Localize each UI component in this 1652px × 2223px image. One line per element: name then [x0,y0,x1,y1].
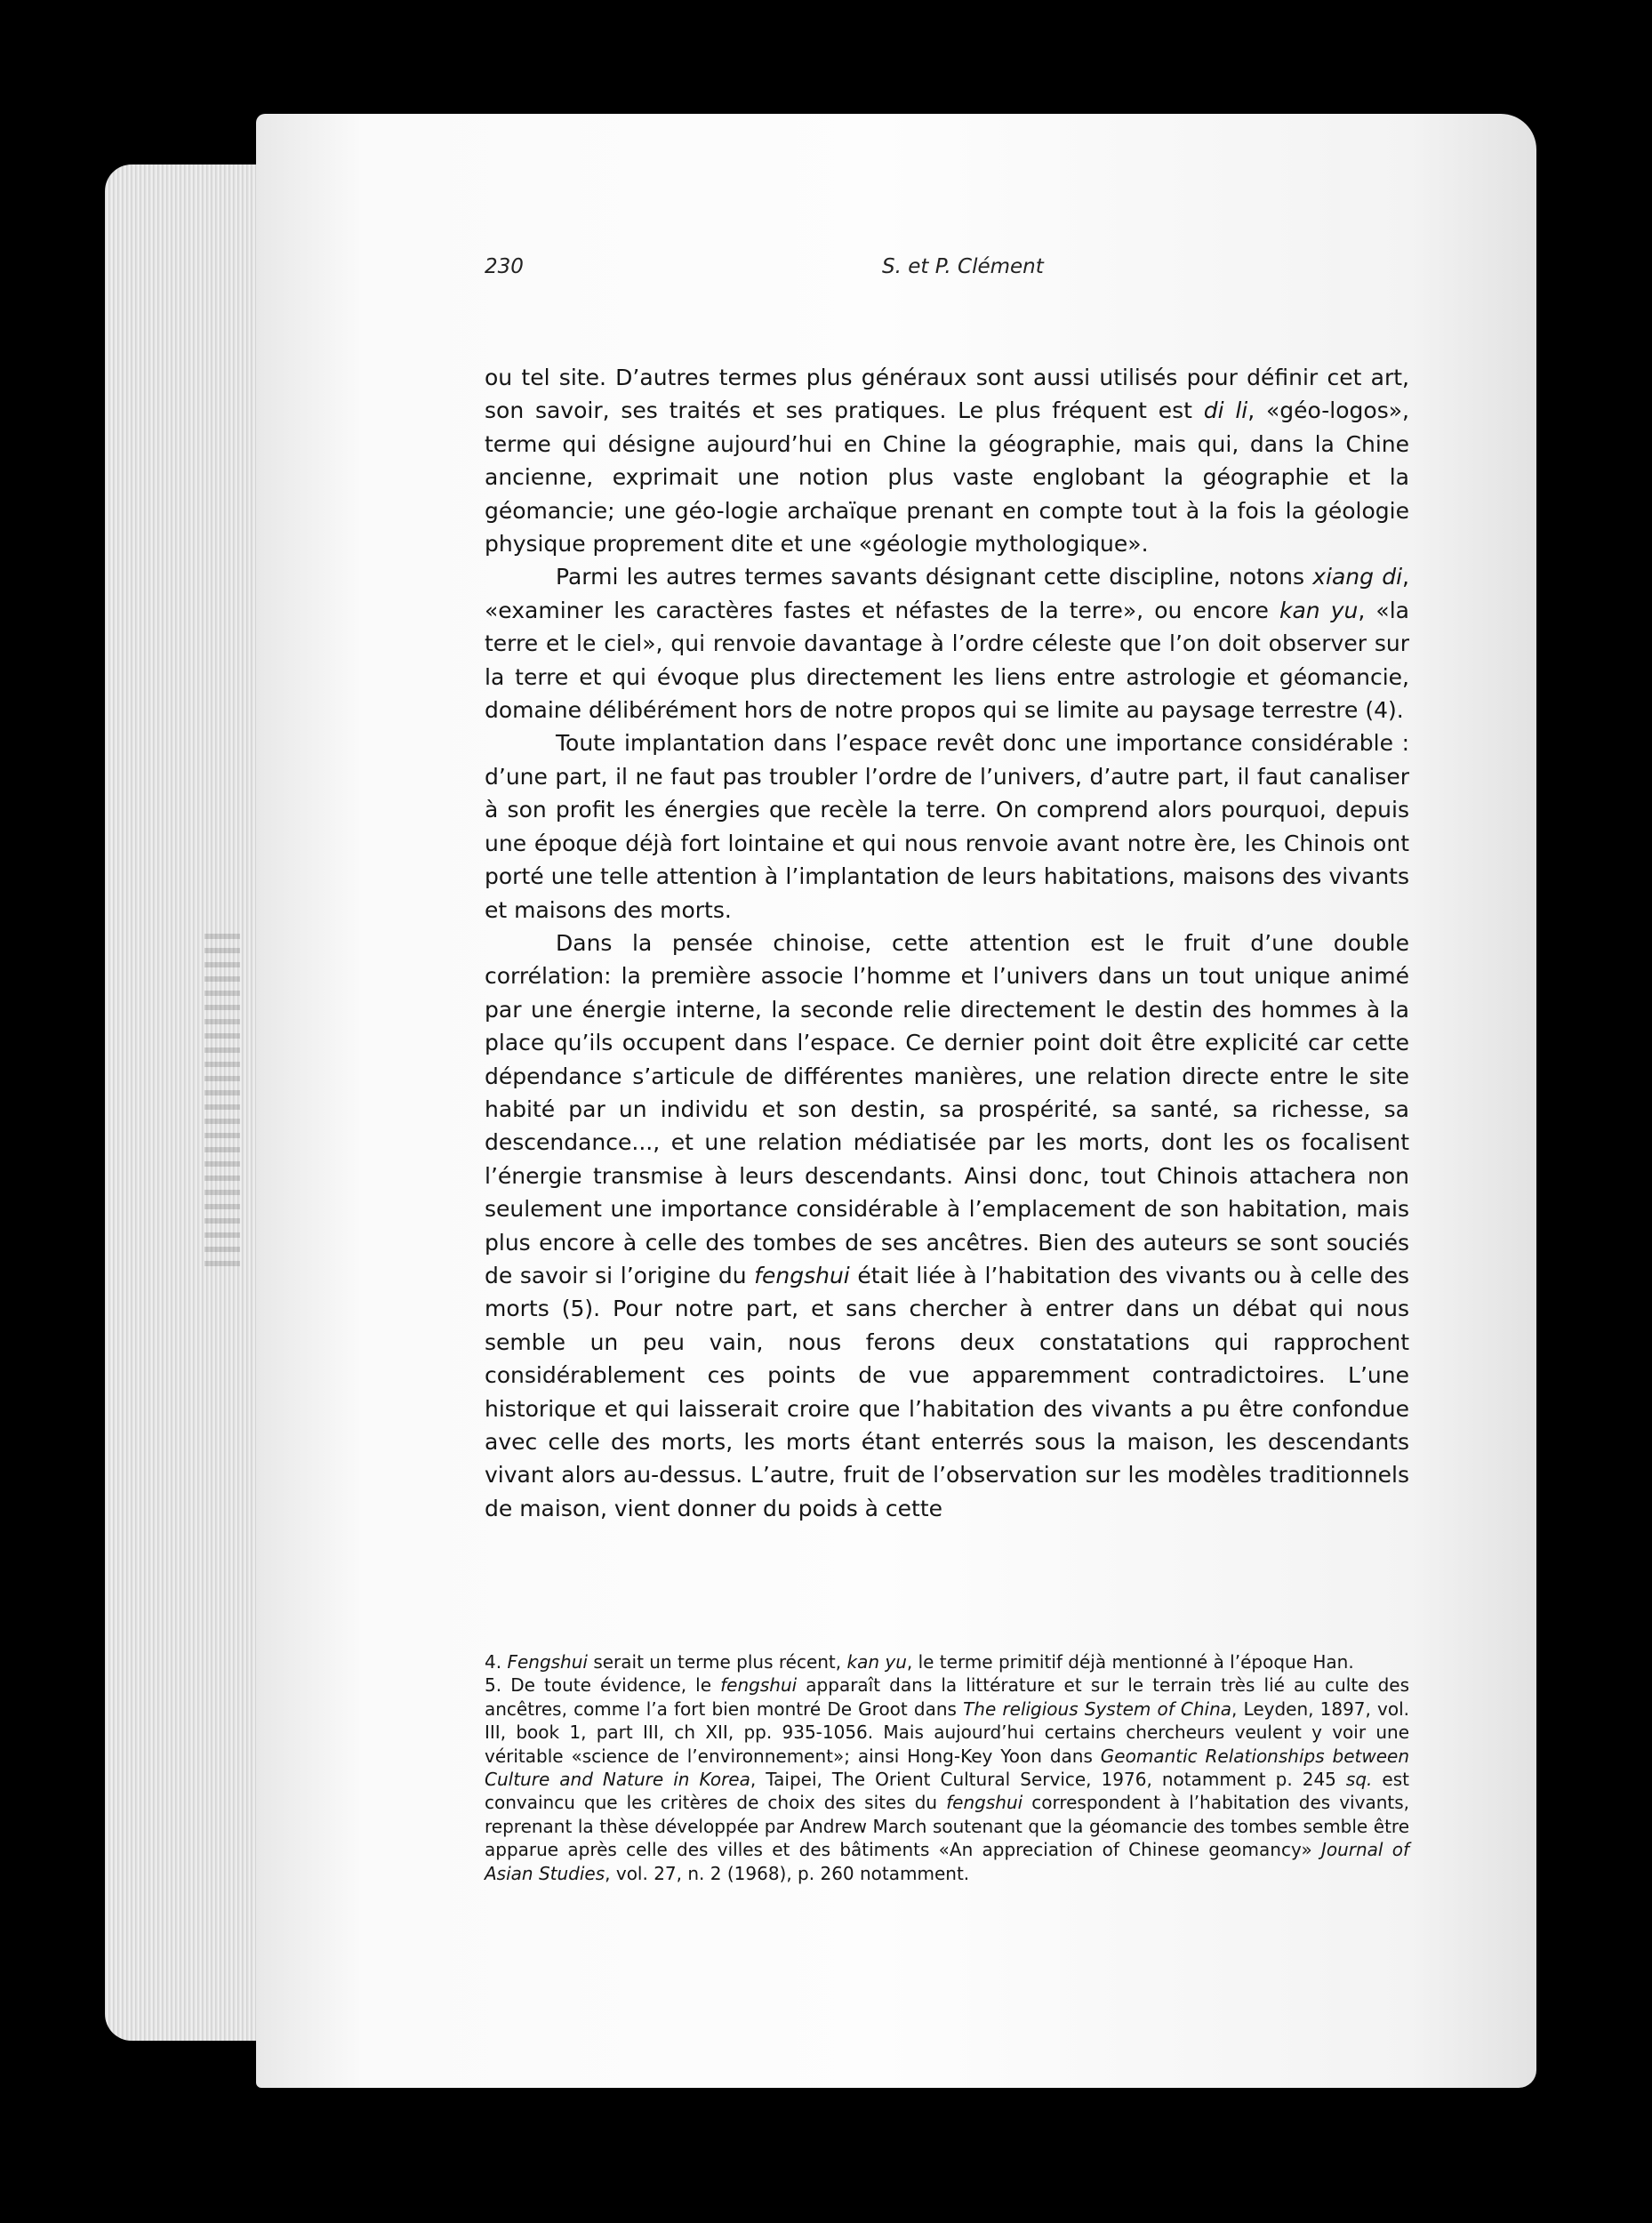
text-run: correspondent à l’habitation des vivants, reprenant la thèse développée par Andrew March soutenant que la géomancie des tombes semble être apparue après celle des villes et des bâtiments «An appreciation of Chinese geomancy» [485,1792,1409,1861]
text-run: 5. De toute évidence, le [485,1674,721,1697]
running-header [485,255,1409,287]
text-run: , le terme primitif déjà mentionné à l’époque Han. [906,1651,1354,1673]
text-run: 4. [485,1651,508,1673]
text-run: Dans la pensée chinoise, cette attention est le fruit d’une double corrélation: la première associe l’homme et l’univers dans un tout unique animé par une énergie interne, la seconde relie directement le destin des hommes à la place qu’ils occupent dans l’espace. Ce dernier point doit être explicité car cette dépendance s’articule de différentes manières, une relation directe entre le site habité par un individu et son destin, sa prospérité, sa santé, sa richesse, sa descendance..., et une relation médiatisée par les morts, dont les os focalisent l’énergie transmise à leurs descendants. Ainsi donc, tout Chinois attachera non seulement une importance considérable à l’emplacement de son habitation, mais plus encore à celle des tombes de ses ancêtres. Bien des auteurs se sont souciés de savoir si l’origine du [485,929,1409,1288]
footnotes [485,1650,1409,1885]
text-run: Parmi les autres termes savants désignant cette discipline, notons [556,564,1313,590]
text-run-italic: Geomantic Relationships between Culture and Nature in Korea [485,1745,1410,1791]
text-run-italic: Journal of Asian Studies [485,1839,1410,1884]
paragraph-4 [485,927,1409,1525]
text-run: , vol. 27, n. 2 (1968), p. 260 notamment. [605,1862,970,1884]
page-number: 230 [485,255,524,278]
text-run: , Leyden, 1897, vol. III, book 1, part III, ch XII, pp. 935-1056. Mais aujourd’hui certains chercheurs veulent y voir une véritable «science de l’environnement»; ainsi Hong-Key Yoon dans [485,1697,1409,1767]
text-run-italic: di li [1203,397,1248,424]
text-run-italic: kan yu [846,1651,907,1673]
footnote-5 [485,1673,1409,1885]
paragraph-1 [485,361,1409,560]
text-run-italic: Fengshui [507,1651,588,1673]
text-run-italic: fengshui [946,1792,1023,1814]
body-text [485,361,1409,1525]
text-run: était liée à l’habitation des vivants ou à celle des morts (5). Pour notre part, et sans chercher à entrer dans un débat qui nous semble un peu vain, nous ferons deux constatations qui rapprochent considérablement ces points de vue apparemment contradictoires. L’une historique et qui laisserait croire que l’habitation des vivants a pu être confondue avec celle des morts, les morts étant enterrés sous la maison, les descendants vivant alors au-dessus. L’autre, fruit de l’observation sur les modèles traditionnels de maison, vient donner du poids à cette [485,1262,1410,1521]
text-run: serait un terme plus récent, [587,1651,847,1673]
text-run: est convaincu que les critères de choix des sites du [485,1769,1409,1814]
text-run-italic: The religious System of China [963,1697,1232,1720]
text-run: apparaît dans la littérature et sur le terrain très lié au culte des ancêtres, comme l’a fort bien montré De Groot dans [485,1674,1409,1720]
text-run-italic: fengshui [720,1674,798,1697]
text-run: , Taipei, The Orient Cultural Service, 1976, notamment p. 245 [750,1769,1346,1791]
text-run: , «géo-logos», terme qui désigne aujourd’hui en Chine la géographie, mais qui, dans la Chine ancienne, exprimait une notion plus vaste englobant la géographie et la géomancie; une géo-logie archaïque prenant en compte tout à la fois la géologie physique proprement dite et une «géologie mythologique». [485,397,1409,558]
paragraph-2 [485,560,1409,726]
text-run-italic: sq. [1345,1769,1373,1791]
text-run: , «examiner les caractères fastes et néfastes de la terre», ou encore [485,564,1409,623]
text-run: ou tel site. D’autres termes plus généraux sont aussi utilisés pour définir cet art, son savoir, ses traités et ses pratiques. Le plus fréquent est [485,365,1409,424]
bleed-through-mark [204,934,240,1272]
text-run-italic: fengshui [754,1262,850,1288]
text-run: , «la terre et le ciel», qui renvoie davantage à l’ordre céleste que l’on doit observer sur la terre et qui évoque plus directement les liens entre astrologie et géomancie, domaine délibérément hors de notre propos qui se limite au paysage terrestre (4). [485,597,1409,724]
running-author: S. et P. Clément [882,255,1044,278]
paragraph-3 [485,726,1409,926]
text-run: Toute implantation dans l’espace revêt donc une importance considérable : d’une part, il ne faut pas troubler l’ordre de l’univers, d’autre part, il faut canaliser à son profit les énergies que recèle la terre. On comprend alors pourquoi, depuis une époque déjà fort lointaine et qui nous renvoie avant notre ère, les Chinois ont porté une telle attention à l’implantation de leurs habitations, maisons des vivants et maisons des morts. [485,730,1409,923]
text-run-italic: xiang di [1312,564,1403,590]
text-run-italic: kan yu [1279,597,1359,623]
footnote-4 [485,1650,1409,1673]
